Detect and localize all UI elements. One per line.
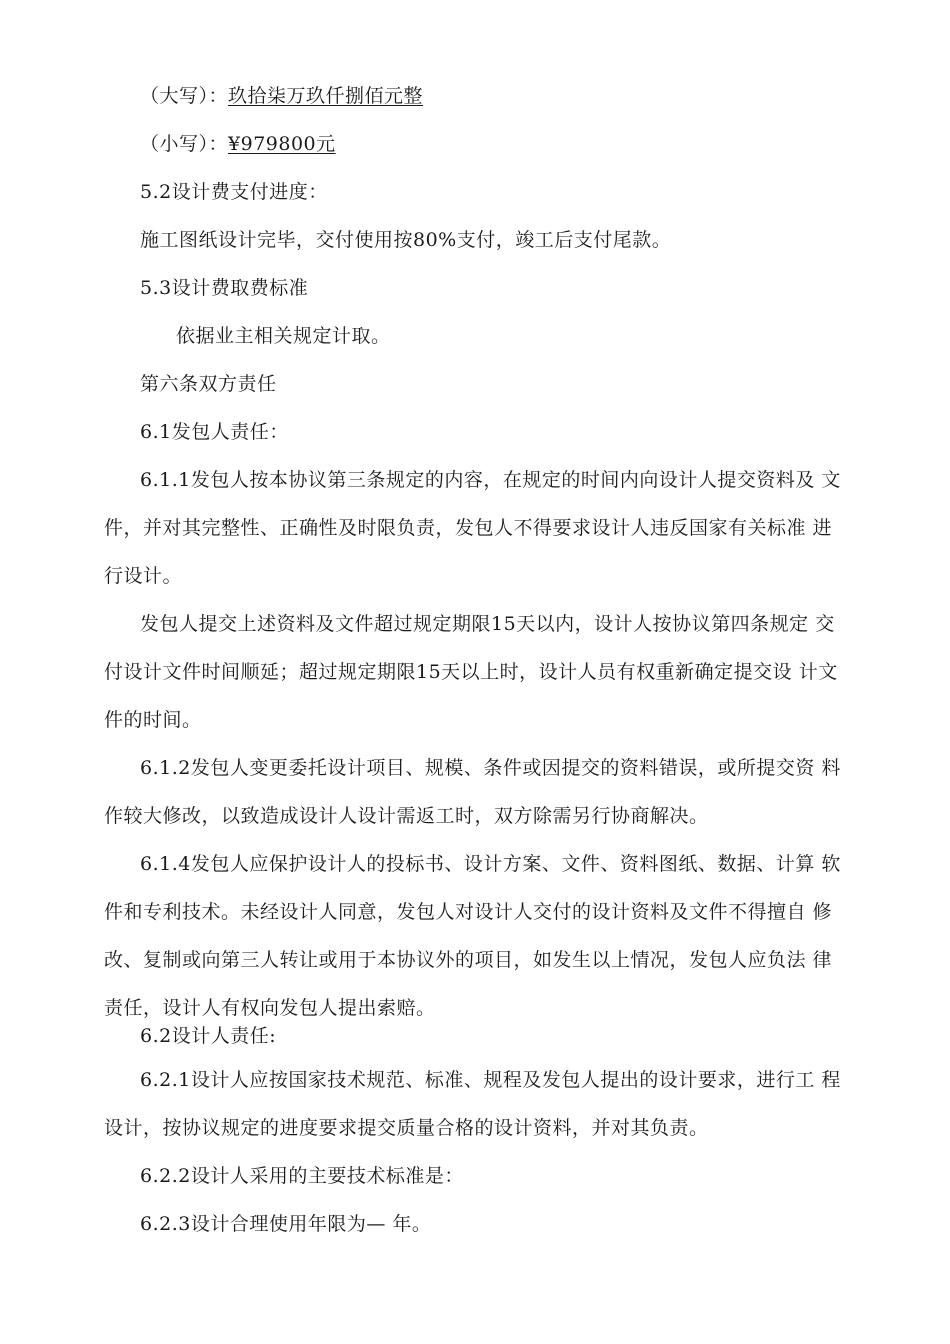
- paragraph-6-2-1-line: 6.2.1设计人应按国家技术规范、标准、规程及发包人提出的设计要求，进行工 程: [140, 1069, 841, 1091]
- fee-small-label: （小写）：: [140, 133, 229, 155]
- paragraph-6-1-4-line: 改、复制或向第三人转让或用于本协议外的项目，如发生以上情况，发包人应负法 律: [104, 949, 833, 971]
- fee-capital-label: （大写）：: [140, 85, 229, 107]
- fee-small-line: [140, 132, 336, 156]
- paragraph-6-1-1-line: 行设计。: [104, 565, 183, 587]
- paragraph-6-1-1-line: 件，并对其完整性、正确性及时限负责，发包人不得要求设计人违反国家有关标准 进: [104, 517, 833, 539]
- fee-small-value: ¥979800元: [228, 133, 336, 155]
- paragraph-late-submission-line: 件的时间。: [104, 709, 202, 731]
- article-6-heading: 第六条双方责任: [140, 373, 277, 395]
- paragraph-6-2-2: 6.2.2设计人采用的主要技术标准是：: [140, 1165, 464, 1187]
- paragraph-6-1-4-line: 6.1.4发包人应保护设计人的投标书、设计方案、文件、资料图纸、数据、计算 软: [140, 853, 841, 875]
- paragraph-6-2-3: 6.2.3设计合理使用年限为— 年。: [140, 1213, 432, 1235]
- section-5-3-body: 依据业主相关规定计取。: [176, 325, 391, 347]
- fee-capital-value: 玖拾柒万玖仟捌佰元整: [228, 85, 424, 107]
- section-5-2-heading: 5.2设计费支付进度：: [140, 181, 328, 203]
- paragraph-6-1-2-line: 作较大修改，以致造成设计人设计需返工时，双方除需另行协商解决。: [104, 805, 709, 827]
- paragraph-6-1-2-line: 6.1.2发包人变更委托设计项目、规模、条件或因提交的资料错误，或所提交资 料: [140, 757, 841, 779]
- paragraph-late-submission-line: 发包人提交上述资料及文件超过规定期限15天以内，设计人按协议第四条规定 交: [140, 613, 835, 635]
- section-6-2-heading: 6.2设计人责任:: [140, 1025, 277, 1047]
- paragraph-6-1-4-line: 责任，设计人有权向发包人提出索赔。: [104, 997, 436, 1019]
- paragraph-6-1-4-line: 件和专利技术。未经设计人同意，发包人对设计人交付的设计资料及文件不得擅自 修: [104, 901, 833, 923]
- fee-capital-line: [140, 84, 423, 108]
- section-6-1-heading: 6.1发包人责任：: [140, 421, 289, 443]
- paragraph-6-2-1-line: 设计，按协议规定的进度要求提交质量合格的设计资料，并对其负责。: [104, 1117, 709, 1139]
- paragraph-6-1-1-line: 6.1.1发包人按本协议第三条规定的内容，在规定的时间内向设计人提交资料及 文: [140, 469, 841, 491]
- section-5-2-body: 施工图纸设计完毕，交付使用按80%支付，竣工后支付尾款。: [140, 229, 672, 251]
- paragraph-late-submission-line: 付设计文件时间顺延；超过规定期限15天以上时，设计人员有权重新确定提交设 计文: [104, 661, 838, 683]
- section-5-3-heading: 5.3设计费取费标准: [140, 277, 309, 299]
